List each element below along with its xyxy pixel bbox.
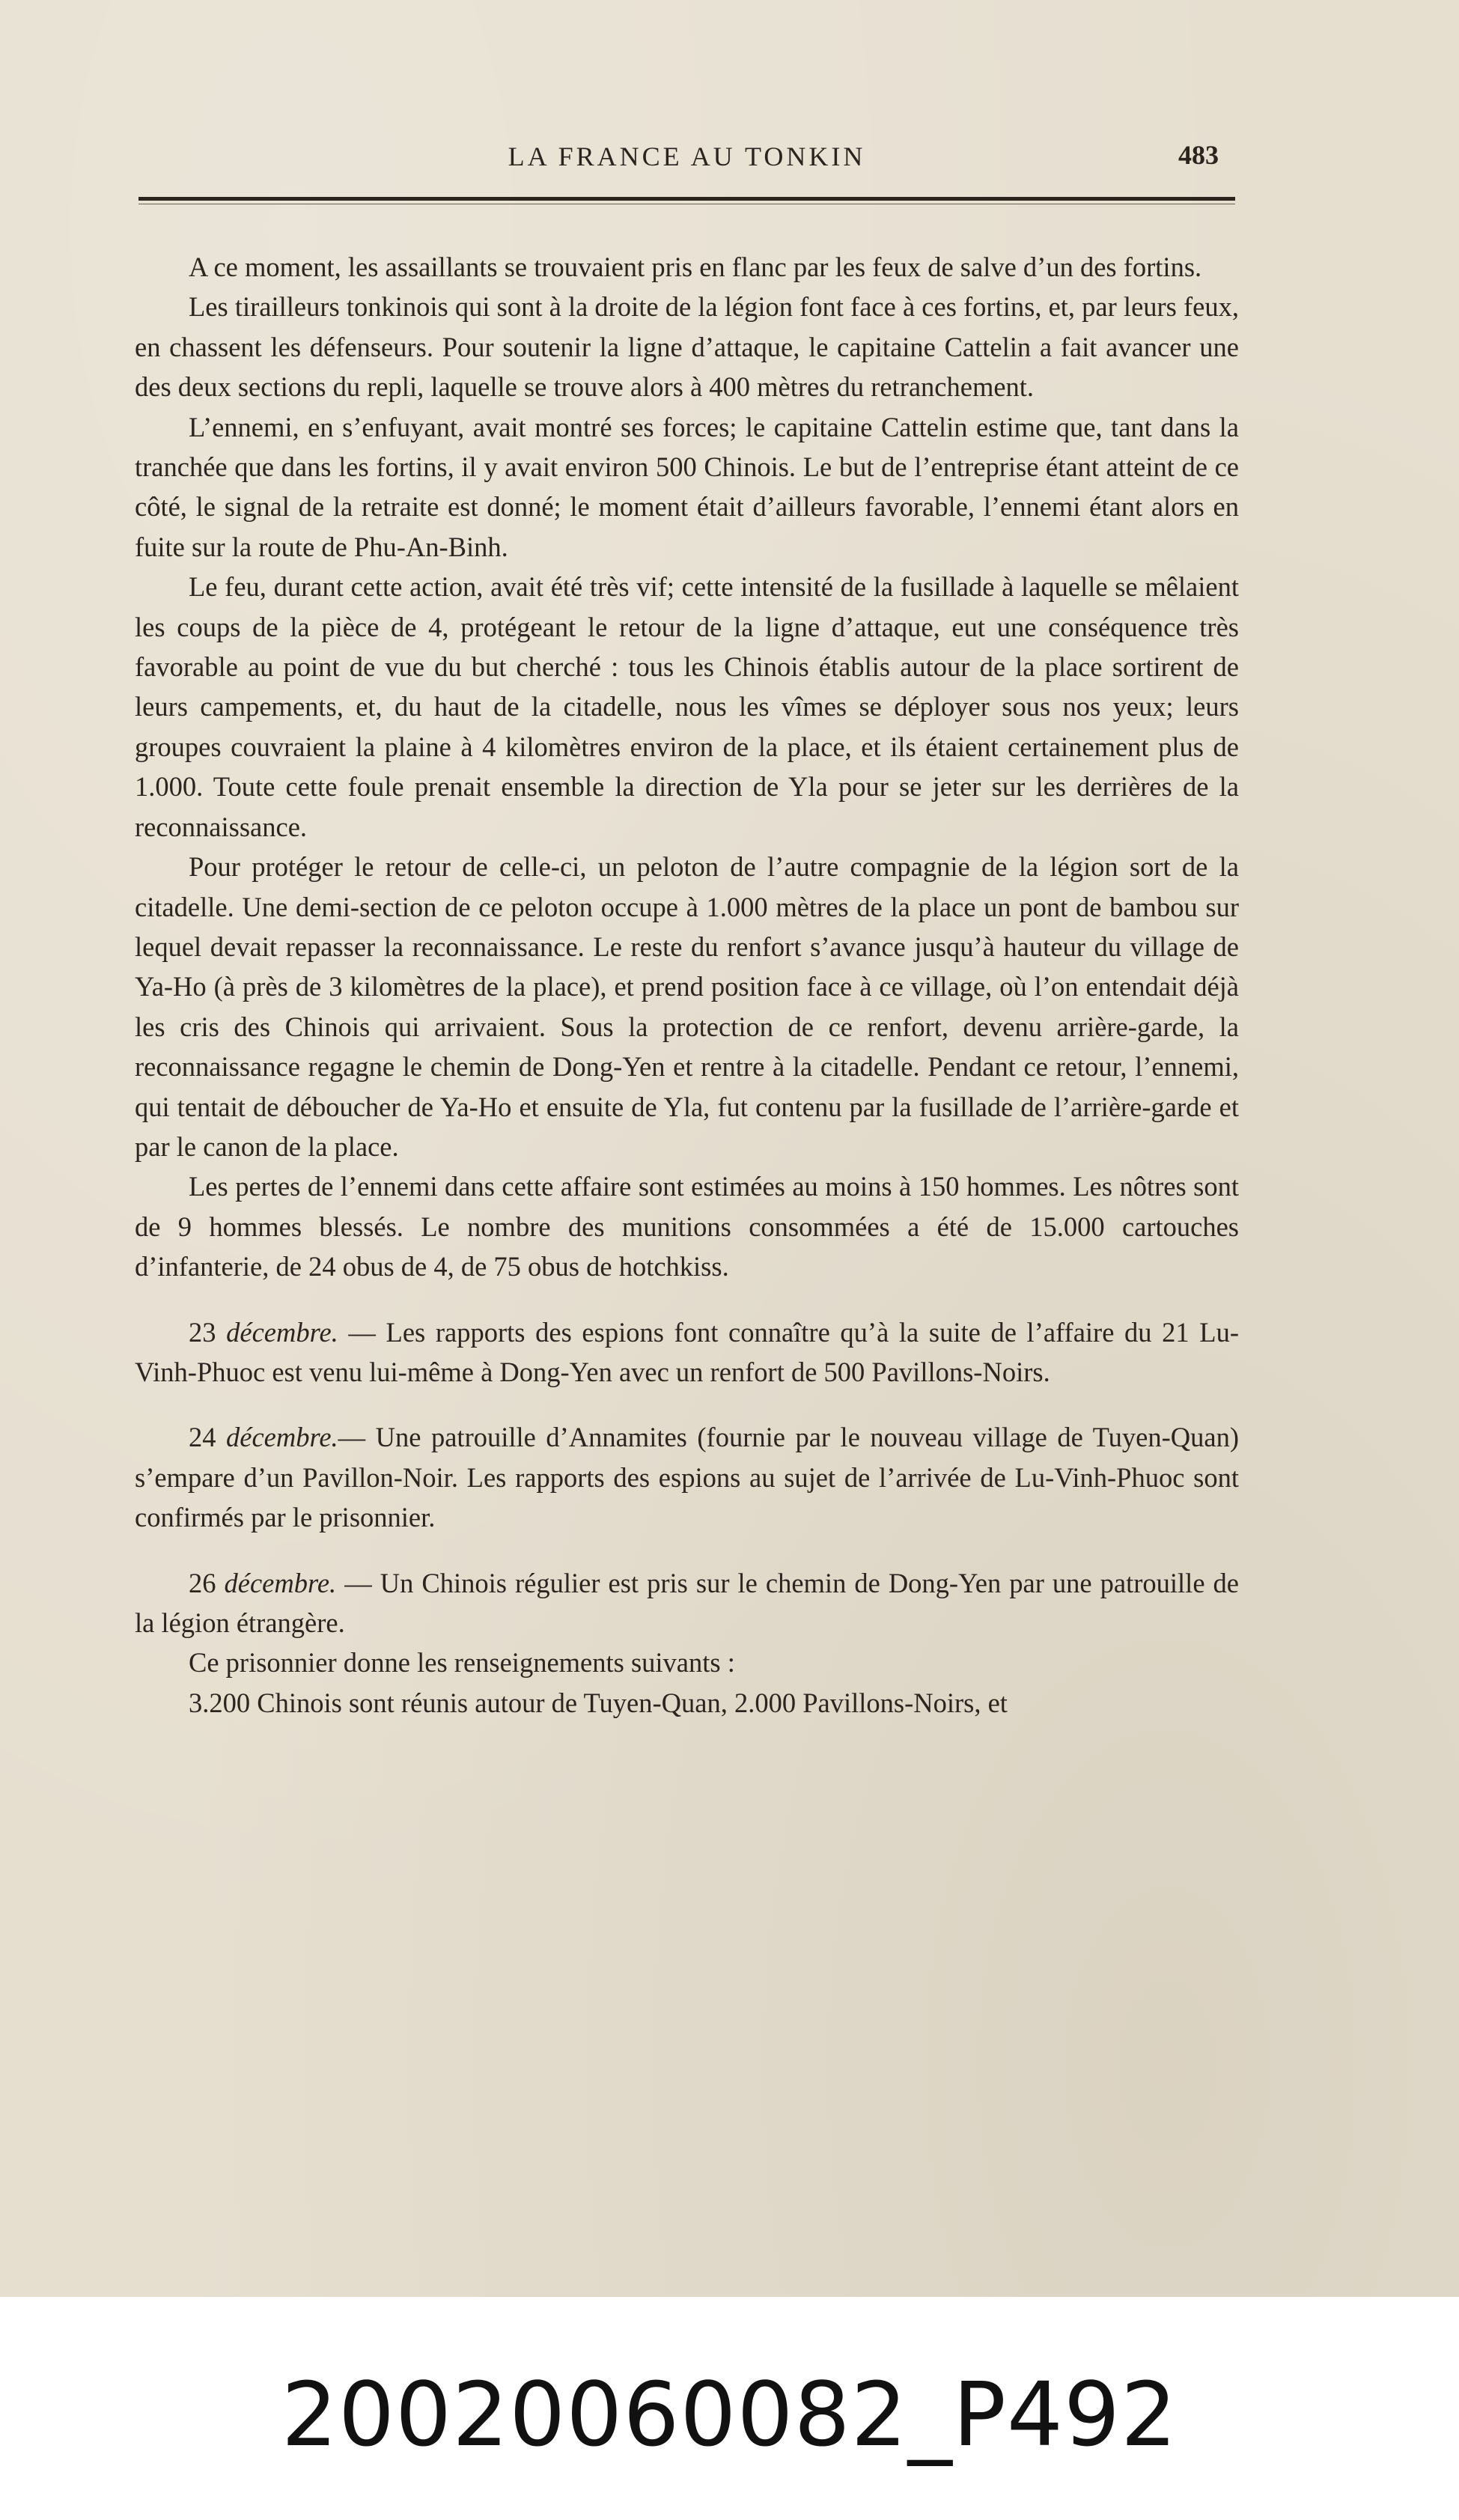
- entry-day: 26: [189, 1567, 216, 1598]
- running-head: [138, 136, 1235, 181]
- paragraph: Pour protéger le retour de celle-ci, un peloton de l’autre compagnie de la légion sort de la citadelle. Une demi-section de ce peloton occupe à 1.000 mètres de la place un pont de bambou sur lequel devait repasser la reconnaissance. Le reste du renfort s’avance jusqu’à hauteur du village de Ya-Ho (à près de 3 kilomètres de la place), et prend position face à ce village, où l’on entendait déjà les cris des Chinois qui arrivaient. Sous la protection de ce renfort, devenu arrière-garde, la reconnaissance regagne le chemin de Dong-Yen et rentre à la citadelle. Pendant ce retour, l’ennemi, qui tentait de déboucher de Ya-Ho et ensuite de Yla, fut contenu par la fusillade de l’arrière-garde et par le canon de la place.: [135, 851, 1239, 1162]
- diary-entry: [135, 1563, 1239, 1643]
- entry-day: 24: [189, 1422, 216, 1453]
- diary-entry: [135, 1417, 1239, 1537]
- diary-entry: [135, 1312, 1239, 1393]
- paragraph: Ce prisonnier donne les renseignements suivants :: [189, 1647, 735, 1679]
- paragraph: 3.200 Chinois sont réunis autour de Tuyen-Quan, 2.000 Pavillons-Noirs, et: [189, 1687, 1008, 1718]
- entry-text: — Une patrouille d’Annamites (fournie par le nouveau village de Tuyen-Quan) s’empare d’un Pavillon-Noir. Les rapports des espions au sujet de l’arrivée de Lu-Vinh-Phuoc sont confirmés par le prisonnier.: [135, 1422, 1240, 1533]
- paragraph: Les pertes de l’ennemi dans cette affaire sont estimées au moins à 150 hommes. Les nôtres sont de 9 hommes blessés. Le nombre des munitions consommées a été de 15.000 cartouches d’infanterie, de 24 obus de 4, de 75 obus de hotchkiss.: [135, 1171, 1239, 1282]
- entry-month: décembre.: [226, 1422, 338, 1453]
- paragraph: A ce moment, les assaillants se trouvaient pris en flanc par les feux de salve d’un des fortins.: [189, 252, 1202, 282]
- scan-footer: [0, 2297, 1459, 2520]
- entry-day: 23: [189, 1316, 216, 1348]
- scan-identifier: 20020060082_P492: [281, 2363, 1178, 2466]
- paragraph: L’ennemi, en s’enfuyant, avait montré ses forces; le capitaine Cattelin estime que, tant dans la tranchée que dans les fortins, il y avait environ 500 Chinois. Le but de l’entreprise étant atteint de ce côté, le signal de la retraite est donné; le moment était d’ailleurs favorable, l’ennemi étant alors en fuite sur la route de Phu-An-Binh.: [135, 411, 1239, 562]
- paragraph: Le feu, durant cette action, avait été très vif; cette intensité de la fusillade à laquelle se mêlaient les coups de la pièce de 4, protégeant le retour de la ligne d’attaque, eut une conséquence très favorable au point de vue du but cherché : tous les Chinois établis autour de la place sortirent de leurs campements, et, du haut de la citadelle, nous les vîmes se déployer sous nos yeux; leurs groupes couvraient la plaine à 4 kilomètres environ de la place, et ils étaient certainement plus de 1.000. Toute cette foule prenait ensemble la direction de Yla pour se jeter sur les derrières de la reconnaissance.: [135, 571, 1239, 842]
- body-text: [135, 247, 1239, 1723]
- entry-text: — Un Chinois régulier est pris sur le chemin de Dong-Yen par une patrouille de la légion étrangère.: [135, 1567, 1239, 1638]
- entry-month: décembre.: [226, 1316, 338, 1348]
- entry-text: — Les rapports des espions font connaître qu’à la suite de l’affaire du 21 Lu-Vinh-Phuoc est venu lui-même à Dong-Yen avec un renfort de 500 Pavillons-Noirs.: [135, 1316, 1240, 1387]
- entry-month: décembre.: [224, 1567, 337, 1598]
- page-number: 483: [1178, 140, 1219, 170]
- header-rule: [138, 197, 1235, 201]
- paragraph: Les tirailleurs tonkinois qui sont à la droite de la légion font face à ces fortins, et, par leurs feux, en chassent les défenseurs. Pour soutenir la ligne d’attaque, le capitaine Cattelin a fait avancer une des deux sections du repli, laquelle se trouve alors à 400 mètres du retranchement.: [135, 291, 1239, 403]
- running-title: LA FRANCE AU TONKIN: [508, 141, 866, 171]
